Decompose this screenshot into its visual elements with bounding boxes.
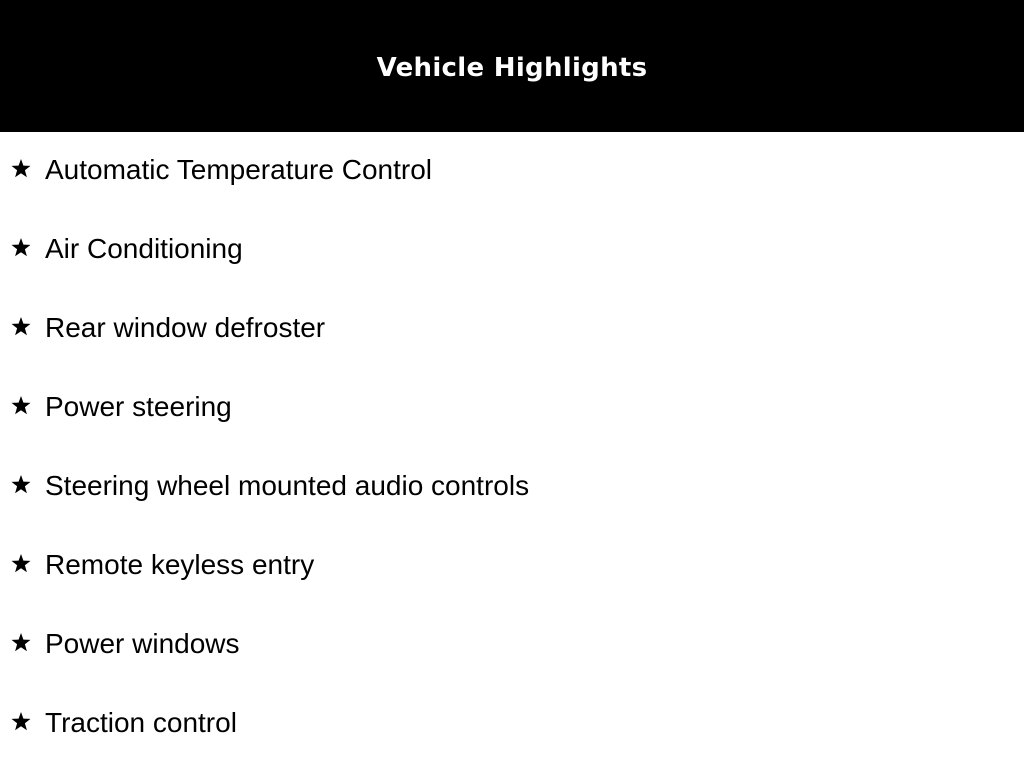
list-item <box>0 290 1024 369</box>
list-item <box>0 685 1024 764</box>
list-item-label: Automatic Temperature Control <box>45 154 432 185</box>
highlights-list <box>0 132 1024 764</box>
header-banner <box>0 0 1024 132</box>
page-title: Vehicle Highlights <box>376 53 648 83</box>
star-icon <box>11 237 31 257</box>
star-icon <box>11 474 31 494</box>
list-item-label: Remote keyless entry <box>45 549 315 580</box>
list-item <box>0 527 1024 606</box>
list-item <box>0 606 1024 685</box>
list-item <box>0 132 1024 211</box>
star-icon <box>11 553 31 573</box>
star-icon <box>11 711 31 731</box>
star-icon <box>11 632 31 652</box>
list-item-label: Steering wheel mounted audio controls <box>45 470 530 501</box>
list-item <box>0 448 1024 527</box>
list-item <box>0 369 1024 448</box>
list-item-label: Power steering <box>45 391 232 422</box>
list-item-label: Rear window defroster <box>45 312 326 343</box>
list-item <box>0 211 1024 290</box>
star-icon <box>11 316 31 336</box>
list-item-label: Power windows <box>45 628 240 659</box>
star-icon <box>11 395 31 415</box>
star-icon <box>11 158 31 178</box>
list-item-label: Traction control <box>45 707 237 738</box>
list-item-label: Air Conditioning <box>45 233 243 264</box>
